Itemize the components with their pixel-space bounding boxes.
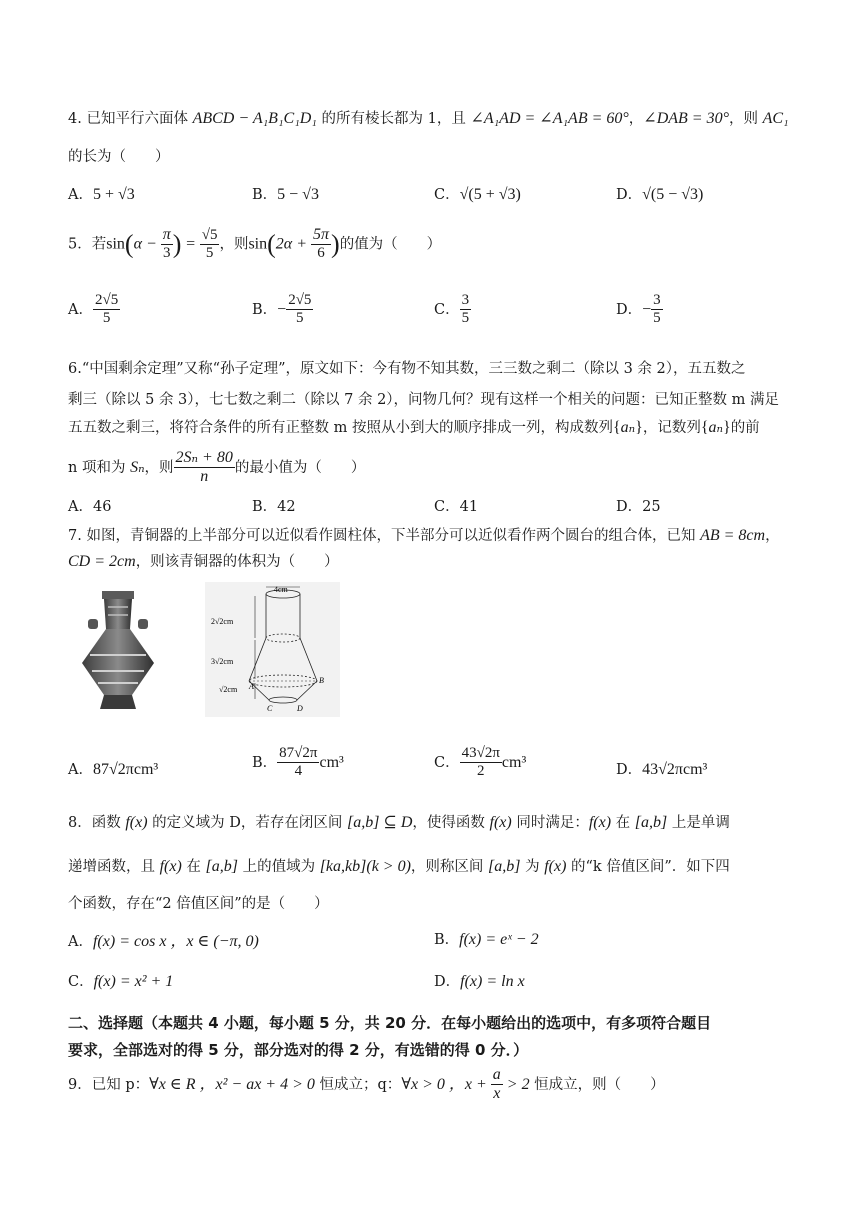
q5-option-a: A． $\frac{2√5}{5}$ [68,292,119,327]
q5-stem: 5．若sin(α − $\frac{\pi}{3}$ ) = $\frac{√5}{5}$ ，则sin(2α + $\frac{5\pi}{6}$ )的值为（ ） [68,226,442,262]
q4-angle-condition: ∠A₁AD = ∠A₁AB = 60° [470,110,629,127]
q7-option-a: A．87√2πcm³ [68,761,159,778]
q7-option-d: D．43√2πcm³ [616,761,708,778]
diagram-top-label: 4cm [274,585,288,594]
q8-line2: 递增函数，且 f(x) 在 [a,b] 上的值域为 [ka,kb](k > 0)，则称区间 [a,b] 为 f(x) 的“k 倍值区间”．如下四 [68,858,730,875]
diagram-h2-label: 3√2cm [211,657,234,666]
q8-line1: 8．函数 f(x) 的定义域为 D，若存在闭区间 [a,b] ⊆ D，使得函数 f(x) 同时满足：f(x) 在 [a,b] 上是单调 [68,814,730,831]
q6-line3: 五五数之剩三，将符合条件的所有正整数 m 按照从小到大的顺序排成一列，构成数列{aₙ}，记数列{aₙ}的前 [68,419,760,436]
diagram-point-a: A [249,682,254,691]
q8-option-c: C．f(x) = x² + 1 [68,973,174,990]
q8-option-b: B．f(x) = eˣ − 2 [434,931,539,948]
q4-option-a: A．5 + √3 [68,186,135,203]
diagram-point-c: C [267,704,273,713]
q5-option-d: D．− $\frac{3}{5}$ [616,292,661,327]
q4-target: AC₁ [762,110,789,127]
q4-text: 4. 已知平行六面体 [68,111,193,127]
q6-option-a: A．46 [68,499,112,515]
q5-option-c: C． $\frac{3}{5}$ [434,292,470,327]
section2-heading-line2: 要求，全部选对的得 5 分，部分选对的得 2 分，有选错的得 0 分．） [68,1041,529,1059]
q4-option-b: B．5 − √3 [252,186,319,203]
q4-text: ，则 [729,111,763,127]
section2-heading-line1: 二、选择题（本题共 4 小题，每小题 5 分，共 20 分．在每小题给出的选项中，有多项符合题目 [68,1014,712,1032]
q6-option-c: C．41 [434,499,479,515]
q8-option-a: A．f(x) = cos x ，x ∈ (−π, 0) [68,933,259,950]
diagram-point-b: B [319,676,324,685]
q6-option-b: B．42 [252,499,296,515]
q4-text: 的所有棱长都为 1，且 [316,111,471,127]
q6-line2: 剩三（除以 5 余 3），七七数之剩二（除以 7 余 2），问物几何？现有这样一个相关的问题：已知正整数 m 满足 [68,392,780,408]
q4-option-c: C．√(5 + √3) [434,186,521,203]
q4-option-d: D．√(5 − √3) [616,186,704,203]
q7-line1: 7. 如图，青铜器的上半部分可以近似看作圆柱体，下半部分可以近似看作两个圆台的组合体，已知 AB = 8cm， [68,527,780,544]
q5-option-b: B．− $\frac{2√5}{5}$ [252,292,312,327]
q6-option-d: D．25 [616,499,661,515]
q4-angle-dab: ∠DAB = 30° [643,110,729,127]
diagram-h1-label: 2√2cm [211,617,234,626]
q6-line1: 6.“中国剩余定理”又称“孙子定理”，原文如下：今有物不知其数，三三数之剩二（除以 3 余 2），五五数之 [68,361,746,377]
q4-line2: 的长为（ ） [68,149,170,165]
bronze-vessel-photo [72,585,164,717]
q7-option-c: C． $\frac{43√2\pi}{2}$ cm³ [434,745,527,780]
q9-stem: 9．已知 p：∀x ∈ R ，x² − ax + 4 > 0 恒成立；q：∀x > 0 ，x + $\frac{a}{x}$ > 2 恒成立，则（ ） [68,1066,665,1103]
q7-option-b: B． $\frac{87√2\pi}{4}$ cm³ [252,745,344,780]
q8-option-d: D．f(x) = ln x [434,973,525,990]
q7-line2: CD = 2cm，则该青铜器的体积为（ ） [68,553,339,570]
q6-line4: n 项和为 Sₙ，则 $\frac{\text{2Sₙ + 80}}{n}$ 的最小值为（ ） [68,449,366,486]
q4-solid-name: ABCD − A₁B₁C₁D₁ [192,110,317,127]
q4-text: ， [628,111,644,127]
vessel-geometry-diagram [205,582,340,717]
diagram-h3-label: √2cm [219,685,238,694]
q4-line1 [68,107,789,128]
diagram-point-d: D [297,704,303,713]
q8-line3: 个函数，存在“2 倍值区间”的是（ ） [68,896,329,912]
